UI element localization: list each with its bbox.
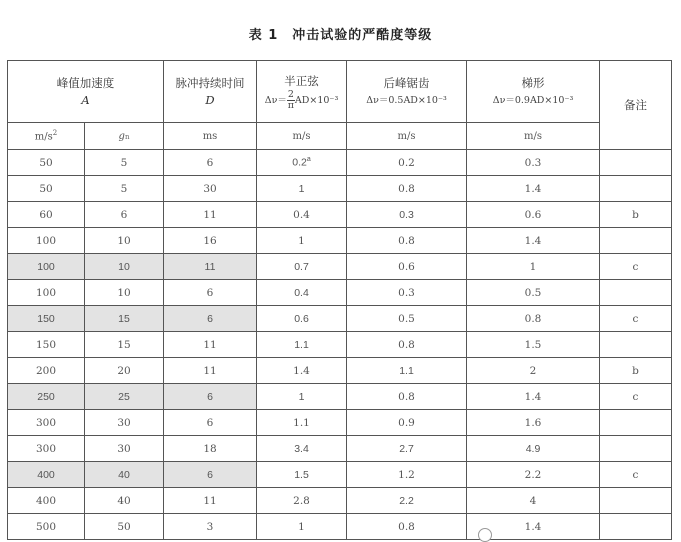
cell-trapezoid: 1.4	[467, 384, 600, 410]
half-sine-formula	[257, 90, 346, 111]
cell-trapezoid: 0.6	[467, 202, 600, 228]
cell-trapezoid: 4	[467, 488, 600, 514]
cell-sawtooth: 0.8	[347, 332, 467, 358]
table-row	[8, 358, 672, 384]
cell-trapezoid: 1.4	[467, 176, 600, 202]
cell-half-sine: 0.7	[257, 254, 347, 280]
cell-remark	[600, 176, 672, 202]
table-row	[8, 254, 672, 280]
cell-duration: 11	[164, 488, 257, 514]
cell-remark: c	[600, 306, 672, 332]
cell-remark: c	[600, 384, 672, 410]
cell-remark	[600, 436, 672, 462]
cell-accel-ms2: 150	[8, 306, 85, 332]
cell-trapezoid: 0.3	[467, 150, 600, 176]
table-row	[8, 384, 672, 410]
cell-sawtooth: 0.8	[347, 384, 467, 410]
unit-gn-subscript: n	[124, 132, 130, 141]
cell-half-sine: 1.5	[257, 462, 347, 488]
cell-accel-gn: 5	[85, 176, 164, 202]
unit-ms2-exponent: 2	[52, 129, 58, 138]
cell-remark	[600, 228, 672, 254]
cell-half-sine: 0.4	[257, 202, 347, 228]
cell-half-sine: 0.2$^a$	[257, 150, 347, 176]
cell-duration: 6	[164, 384, 257, 410]
header-accel-symbol: A	[81, 92, 90, 107]
cell-trapezoid: 4.9	[467, 436, 600, 462]
cell-accel-ms2: 200	[8, 358, 85, 384]
cell-remark	[600, 410, 672, 436]
table-row	[8, 514, 672, 540]
cell-trapezoid: 1.4	[467, 514, 600, 540]
cell-sawtooth: 2.7	[347, 436, 467, 462]
cell-half-sine: 0.4	[257, 280, 347, 306]
cell-half-sine: 1	[257, 176, 347, 202]
cell-accel-gn: 40	[85, 462, 164, 488]
formula-prefix: Δν＝	[264, 94, 287, 106]
cell-remark: c	[600, 254, 672, 280]
cell-half-sine: 1.1	[257, 332, 347, 358]
cell-trapezoid: 1.5	[467, 332, 600, 358]
cell-accel-ms2: 500	[8, 514, 85, 540]
cell-accel-ms2: 100	[8, 228, 85, 254]
cell-remark	[600, 150, 672, 176]
unit-ms: ms	[164, 123, 257, 150]
header-half-sine	[257, 61, 347, 123]
table-row	[8, 280, 672, 306]
cell-duration: 11	[164, 358, 257, 384]
scroll-indicator-icon	[478, 528, 492, 542]
cell-accel-gn: 15	[85, 306, 164, 332]
header-peak-acceleration	[8, 61, 164, 123]
table-row	[8, 306, 672, 332]
cell-trapezoid: 2.2	[467, 462, 600, 488]
cell-sawtooth: 0.5	[347, 306, 467, 332]
cell-duration: 16	[164, 228, 257, 254]
cell-accel-gn: 30	[85, 410, 164, 436]
cell-accel-gn: 25	[85, 384, 164, 410]
cell-accel-ms2: 50	[8, 176, 85, 202]
cell-half-sine: 2.8	[257, 488, 347, 514]
cell-accel-ms2: 300	[8, 436, 85, 462]
cell-accel-gn: 5	[85, 150, 164, 176]
cell-remark: b	[600, 358, 672, 384]
cell-half-sine: 1	[257, 228, 347, 254]
severity-table	[7, 60, 672, 540]
cell-duration: 11	[164, 254, 257, 280]
cell-remark: b	[600, 202, 672, 228]
cell-half-sine: 1.1	[257, 410, 347, 436]
cell-duration: 6	[164, 410, 257, 436]
table-row	[8, 228, 672, 254]
cell-sawtooth: 0.2	[347, 150, 467, 176]
cell-trapezoid: 1	[467, 254, 600, 280]
cell-remark	[600, 280, 672, 306]
cell-accel-gn: 10	[85, 228, 164, 254]
cell-duration: 11	[164, 202, 257, 228]
table-body	[8, 150, 672, 540]
cell-accel-gn: 10	[85, 280, 164, 306]
cell-duration: 6	[164, 280, 257, 306]
cell-accel-gn: 30	[85, 436, 164, 462]
cell-remark: c	[600, 462, 672, 488]
cell-accel-gn: 6	[85, 202, 164, 228]
cell-sawtooth: 0.8	[347, 514, 467, 540]
cell-accel-ms2: 50	[8, 150, 85, 176]
cell-sawtooth: 0.8	[347, 228, 467, 254]
unit-ms2	[8, 123, 85, 150]
cell-remark	[600, 488, 672, 514]
unit-gn	[85, 123, 164, 150]
cell-half-sine: 0.6	[257, 306, 347, 332]
cell-accel-ms2: 150	[8, 332, 85, 358]
header-accel-label: 峰值加速度	[56, 75, 115, 90]
cell-duration: 30	[164, 176, 257, 202]
cell-duration: 6	[164, 306, 257, 332]
cell-duration: 6	[164, 462, 257, 488]
table-row	[8, 488, 672, 514]
cell-trapezoid: 0.5	[467, 280, 600, 306]
cell-trapezoid: 0.8	[467, 306, 600, 332]
table-row	[8, 202, 672, 228]
cell-sawtooth: 0.3	[347, 280, 467, 306]
header-half-sine-label: 半正弦	[284, 73, 319, 88]
cell-accel-ms2: 250	[8, 384, 85, 410]
cell-duration: 6	[164, 150, 257, 176]
cell-half-sine: 3.4	[257, 436, 347, 462]
cell-accel-gn: 10	[85, 254, 164, 280]
header-trapezoid-label: 梯形	[521, 75, 545, 90]
cell-accel-gn: 15	[85, 332, 164, 358]
formula-fraction	[287, 90, 295, 111]
unit-gn-text: g	[118, 130, 125, 142]
cell-trapezoid: 2	[467, 358, 600, 384]
cell-accel-ms2: 100	[8, 280, 85, 306]
table-row	[8, 176, 672, 202]
cell-half-sine: 1	[257, 384, 347, 410]
sawtooth-formula: Δν＝0.5AD×10⁻³	[366, 94, 447, 106]
cell-accel-ms2: 400	[8, 462, 85, 488]
table-row	[8, 332, 672, 358]
cell-accel-ms2: 400	[8, 488, 85, 514]
unit-ms2-text: m/s	[34, 131, 53, 143]
fraction-denominator: π	[287, 99, 294, 111]
cell-half-sine: 1	[257, 514, 347, 540]
table-row	[8, 462, 672, 488]
cell-trapezoid: 1.4	[467, 228, 600, 254]
cell-accel-ms2: 100	[8, 254, 85, 280]
cell-remark	[600, 332, 672, 358]
cell-duration: 3	[164, 514, 257, 540]
table-row	[8, 150, 672, 176]
trapezoid-formula: Δν＝0.9AD×10⁻³	[492, 94, 574, 106]
cell-accel-gn: 50	[85, 514, 164, 540]
unit-sawtooth: m/s	[347, 123, 467, 150]
unit-half-sine: m/s	[257, 123, 347, 150]
header-duration-label: 脉冲持续时间	[175, 75, 245, 90]
formula-suffix: AD×10⁻³	[294, 94, 339, 106]
cell-trapezoid: 1.6	[467, 410, 600, 436]
cell-sawtooth: 0.9	[347, 410, 467, 436]
cell-half-sine: 1.4	[257, 358, 347, 384]
cell-sawtooth: 1.2	[347, 462, 467, 488]
fraction-numerator: 2	[287, 88, 294, 100]
units-row	[8, 123, 672, 150]
header-duration-symbol: D	[205, 92, 215, 107]
header-sawtooth-label: 后峰锯齿	[383, 75, 430, 90]
table-row	[8, 410, 672, 436]
cell-duration: 11	[164, 332, 257, 358]
cell-accel-gn: 20	[85, 358, 164, 384]
header-remarks: 备注	[600, 61, 672, 150]
footnote-marker: a	[306, 156, 311, 164]
cell-duration: 18	[164, 436, 257, 462]
unit-trapezoid: m/s	[467, 123, 600, 150]
cell-sawtooth: 0.8	[347, 176, 467, 202]
cell-accel-gn: 40	[85, 488, 164, 514]
cell-sawtooth: 0.6	[347, 254, 467, 280]
table-row	[8, 436, 672, 462]
cell-accel-ms2: 60	[8, 202, 85, 228]
header-sawtooth	[347, 61, 467, 123]
cell-accel-ms2: 300	[8, 410, 85, 436]
header-trapezoid	[467, 61, 600, 123]
table-title: 表 1 冲击试验的严酷度等级	[248, 28, 433, 43]
cell-remark	[600, 514, 672, 540]
header-pulse-duration	[164, 61, 257, 123]
cell-sawtooth: 2.2	[347, 488, 467, 514]
cell-sawtooth: 1.1	[347, 358, 467, 384]
header-row	[8, 61, 672, 123]
cell-sawtooth: 0.3	[347, 202, 467, 228]
